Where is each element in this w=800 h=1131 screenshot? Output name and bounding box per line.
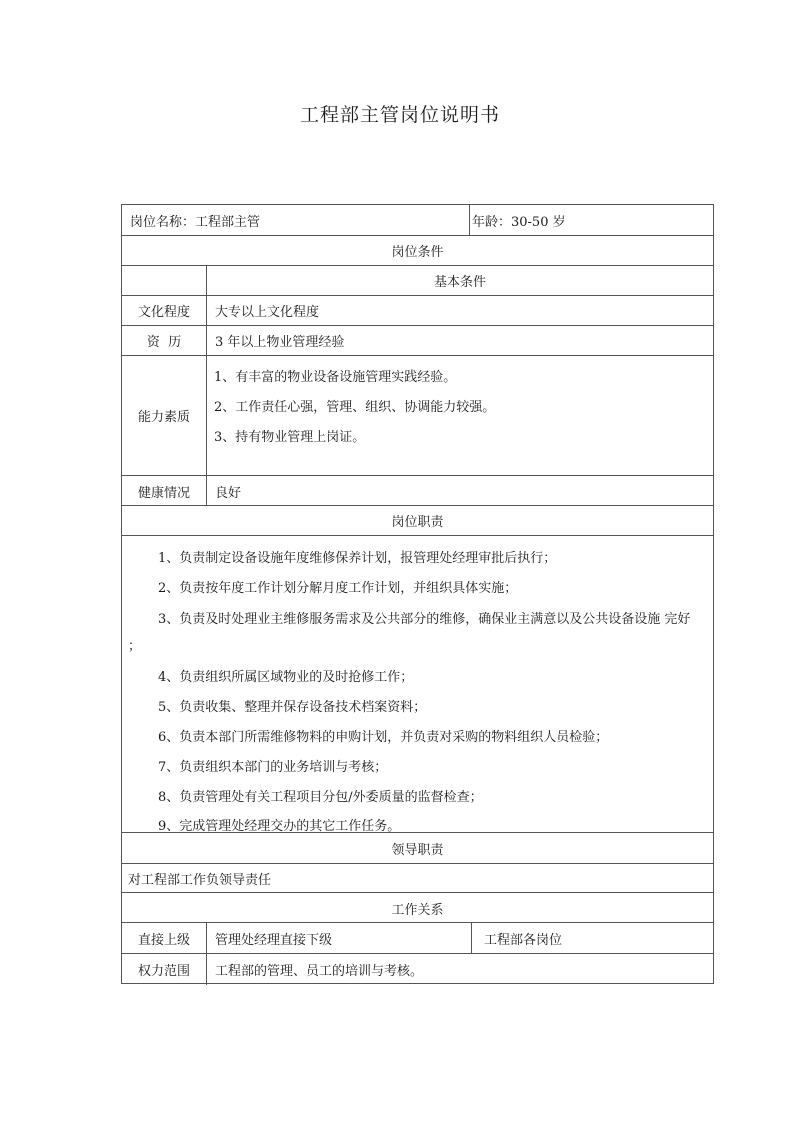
duty-item: 9、完成管理处经理交办的其它工作任务。 <box>158 819 401 834</box>
age: 年龄：30-50 岁 <box>472 214 566 230</box>
ability-label: 能力素质 <box>122 356 207 475</box>
subordinate-value: 工程部各岗位 <box>484 932 563 948</box>
experience-row <box>122 326 713 356</box>
education-value: 大专以上文化程度 <box>215 305 320 320</box>
health-value: 良好 <box>215 486 242 501</box>
duty-item: 7、负责组织本部门的业务培训与考核； <box>158 760 388 775</box>
duties-block <box>122 536 713 833</box>
duty-item: 5、负责收集、整理并保存设备技术档案资料； <box>158 700 427 715</box>
superior-label: 直接上级 <box>122 923 207 953</box>
header-row <box>122 205 713 236</box>
ability-item: 1、有丰富的物业设备设施管理实践经验。 <box>214 370 457 385</box>
superior-value: 管理处经理直接下级 <box>207 923 472 953</box>
duty-item-continuation: ； <box>128 639 142 654</box>
basic-conditions-row <box>122 266 713 296</box>
health-row <box>122 476 713 506</box>
experience-label: 资 历 <box>122 326 207 355</box>
ability-list <box>214 368 495 458</box>
duty-item: 4、负责组织所属区域物业的及时抢修工作； <box>158 670 414 685</box>
section-leadership: 领导职责 <box>391 842 444 858</box>
duty-item: 1、负责制定设备设施年度维修保养计划，报管理处经理审批后执行； <box>158 551 557 566</box>
job-description-table <box>121 204 714 984</box>
duty-item: 8、负责管理处有关工程项目分包/外委质量的监督检查； <box>158 790 483 805</box>
experience-value: 3 年以上物业管理经验 <box>215 335 345 350</box>
duty-item: 3、负责及时处理业主维修服务需求及公共部分的维修，确保业主满意以及公共设备设施 完好 <box>158 612 691 627</box>
section-duties: 岗位职责 <box>391 515 444 530</box>
page-title: 工程部主管岗位说明书 <box>299 104 500 126</box>
ability-item: 3、持有物业管理上岗证。 <box>214 430 366 445</box>
authority-row <box>122 954 713 985</box>
duty-item: 6、负责本部门所需维修物料的申购计划，并负责对采购的物料组织人员检验； <box>158 730 609 745</box>
empty-cell <box>122 266 207 295</box>
authority-value: 工程部的管理、员工的培训与考核。 <box>215 964 424 979</box>
education-row <box>122 296 713 326</box>
relations-section-row <box>122 893 713 923</box>
duties-section-row <box>122 506 713 536</box>
superior-row <box>122 923 713 954</box>
leadership-section-row <box>122 833 713 864</box>
leadership-row <box>122 864 713 893</box>
position-name: 岗位名称：工程部主管 <box>122 205 470 235</box>
authority-label: 权力范围 <box>122 954 207 985</box>
ability-item: 2、工作责任心强，管理、组织、协调能力较强。 <box>214 400 496 415</box>
leadership-text: 对工程部工作负领导责任 <box>128 872 272 888</box>
basic-conditions: 基本条件 <box>433 275 486 290</box>
section-conditions: 岗位条件 <box>391 245 444 260</box>
section-relations: 工作关系 <box>391 903 444 918</box>
health-label: 健康情况 <box>122 476 207 505</box>
conditions-section-row <box>122 236 713 266</box>
education-label: 文化程度 <box>122 296 207 325</box>
ability-row <box>122 356 713 476</box>
duty-item: 2、负责按年度工作计划分解月度工作计划，并组织具体实施； <box>158 581 518 596</box>
